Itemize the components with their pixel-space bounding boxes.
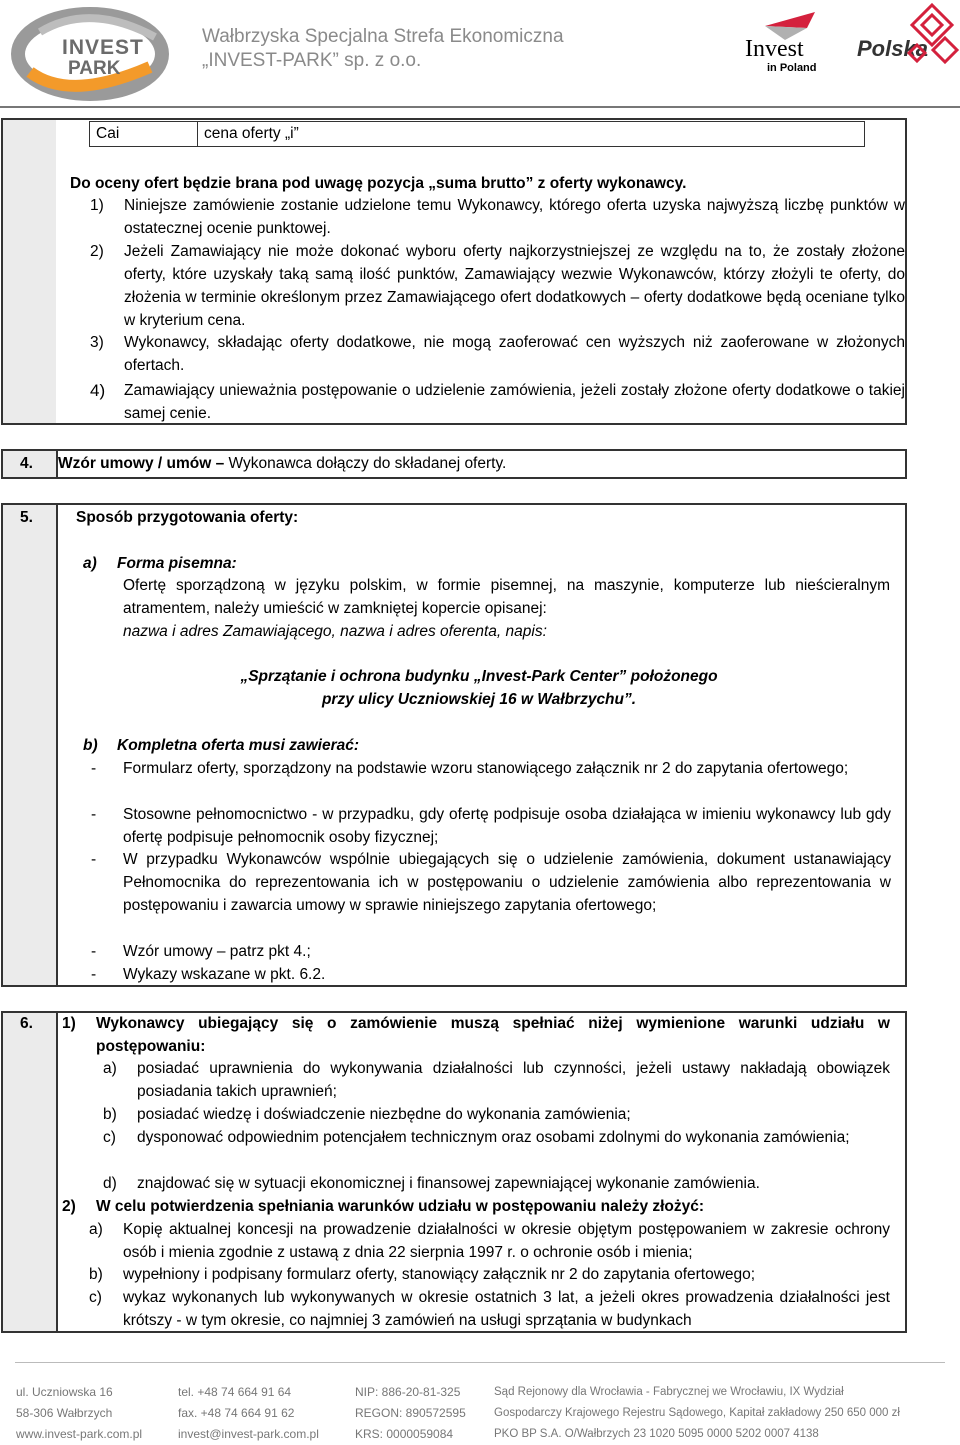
footer-court-bank	[494, 1382, 914, 1445]
invest-park-logo	[10, 2, 175, 102]
sub-a-title: Forma pisemna:	[117, 555, 237, 572]
bullet-dash: -	[91, 943, 97, 960]
footer-registration	[355, 1382, 466, 1445]
table-cell-cai: Cai	[96, 125, 120, 142]
list-item	[91, 757, 891, 803]
footer-divider	[15, 1362, 945, 1363]
company-name-line2: „INVEST-PARK” sp. z o.o.	[202, 50, 422, 71]
logo-text-invest: INVEST	[62, 36, 144, 59]
list-item-text: Kopię aktualnej koncesji na prowadzenie działalności w okresie objętym postępowaniem w zakresie ochrony osób i mienia zgodnie z ustawą z dnia 22 sierpnia 1997 r. o ochronie osób i mienia;	[123, 1221, 890, 1261]
list-item-letter: a)	[103, 1060, 117, 1077]
company-name-line1: Wałbrzyska Specjalna Strefa Ekonomiczna	[202, 26, 564, 47]
list-item	[89, 1286, 890, 1332]
list-item-text: Niniejsze zamówienie zostanie udzielone temu Wykonawcy, którego oferta uzyska najwyższą liczbę punktów w ostatecznej ocenie punktowej.	[124, 197, 905, 237]
section-5-col-divider	[56, 505, 58, 985]
list-item-text: Wzór umowy – patrz pkt 4.;	[123, 943, 311, 960]
sec6-p2-number: 2)	[62, 1198, 76, 1215]
polska-logo-text: Polska	[857, 36, 928, 61]
footer-line: PKO BP S.A. O/Wałbrzych 23 1020 5095 0000 5202 0007 4138	[494, 1428, 819, 1440]
footer-line: ul. Uczniowska 16	[16, 1385, 113, 1399]
footer-website-link[interactable]: www.invest-park.com.pl	[16, 1427, 143, 1441]
sub-b-label: b)	[83, 737, 98, 754]
section-5-number: 5.	[20, 509, 33, 526]
polska-logo-symbol	[905, 0, 960, 75]
bullet-dash: -	[91, 760, 97, 777]
list-item-text: Formularz oferty, sporządzony na podstawie wzoru stanowiącego załącznik nr 2 do zapytania ofertowego;	[123, 760, 849, 777]
section-4-number: 4.	[20, 455, 33, 472]
list-item-text: Stosowne pełnomocnictwo - w przypadku, gdy ofertę podpisuje osoba działająca w imieniu wykonawcy lub gdy ofertę podpisuje pełnomocnik osoby fizycznej;	[123, 806, 891, 846]
list-item	[89, 1263, 890, 1286]
footer-line: KRS: 0000059084	[355, 1427, 454, 1441]
list-item	[91, 848, 891, 940]
envelope-title-line1: „Sprzątanie i ochrona budynku „Invest-Park Center” położonego	[240, 668, 718, 685]
list-item-letter: c)	[103, 1129, 116, 1146]
list-item	[90, 240, 905, 332]
list-item-letter: c)	[89, 1289, 102, 1306]
list-item-letter: b)	[89, 1266, 103, 1283]
section-6-number: 6.	[20, 1015, 33, 1032]
section-6-col-divider	[56, 1013, 58, 1331]
list-item	[103, 1057, 890, 1103]
list-item-text: posiadać uprawnienia do wykonywania działalności lub czynności, jeżeli ustawy nakładają obowiązek posiadania takich uprawnień;	[137, 1060, 890, 1100]
footer-line: Gospodarczy Krajowego Rejestru Sądowego, Kapitał zakładowy 250 650 000 zł	[494, 1407, 900, 1419]
list-item	[91, 803, 891, 849]
footer-line: Sąd Rejonowy dla Wrocławia - Fabrycznej we Wrocławiu, IX Wydział	[494, 1386, 844, 1398]
list-item	[89, 1218, 890, 1264]
footer-line: REGON: 890572595	[355, 1406, 466, 1420]
table-divider	[197, 121, 198, 147]
sec6-p1-title: Wykonawcy ubiegający się o zamówienie muszą spełniać niżej wymienione warunki udziału w postępowaniu:	[96, 1015, 890, 1055]
sub-a-text: Ofertę sporządzoną w języku polskim, w formie pisemnej, na maszynie, komputerze lub nieścieralnym atramentem, należy umieścić w zamkniętej kopercie opisanej:	[123, 577, 890, 617]
list-item-text: Wykonawcy, składając oferty dodatkowe, nie mogą zaoferować cen wyższych niż zaoferowane w złożonych ofertach.	[124, 334, 905, 374]
list-item-text: Zamawiający unieważnia postępowanie o udzielenie zamówienia, jeżeli zostały złożone oferty dodatkowe o takiej samej cenie.	[124, 382, 905, 422]
list-item-letter: b)	[103, 1106, 117, 1123]
in-poland-text: in Poland	[767, 62, 817, 74]
list-item-number: 1)	[90, 197, 104, 214]
section-5-title: Sposób przygotowania oferty:	[76, 509, 299, 526]
footer-email-link[interactable]: invest@invest-park.com.pl	[178, 1427, 319, 1441]
list-item-letter: a)	[89, 1221, 103, 1238]
sub-a-italic: nazwa i adres Zamawiającego, nazwa i adres oferenta, napis:	[123, 623, 547, 640]
footer-line: 58-306 Wałbrzych	[16, 1406, 113, 1420]
list-item	[90, 379, 905, 425]
sec6-p1-number: 1)	[62, 1015, 76, 1032]
list-item-text: posiadać wiedzę i doświadczenie niezbędne do wykonania zamówienia;	[137, 1106, 631, 1123]
sub-a-label: a)	[83, 555, 97, 572]
list-item-number: 2)	[90, 243, 104, 260]
list-item	[103, 1126, 890, 1172]
logo-text-park: PARK	[68, 58, 121, 79]
invest-text: Invest	[745, 36, 804, 62]
list-item-text: wykaz wykonanych lub wykonywanych w okresie ostatnich 3 lat, a jeżeli okres prowadzenia działalności jest krótszy - w tym okresie, co najmniej 3 zamówień na usługi sprzątania w budynkach	[123, 1289, 890, 1329]
list-item	[103, 1103, 890, 1126]
list-item	[103, 1172, 890, 1195]
footer-line: NIP: 886-20-81-325	[355, 1385, 461, 1399]
list-item-letter: d)	[103, 1175, 117, 1192]
list-item-text: wypełniony i podpisany formularz oferty, stanowiący załącznik nr 2 do zapytania ofertowego;	[123, 1266, 756, 1283]
list-item	[91, 963, 891, 986]
footer-line: tel. +48 74 664 91 64	[178, 1385, 292, 1399]
list-item-text: dysponować odpowiednim potencjałem technicznym oraz osobami zdolnymi do wykonania zamówienia;	[137, 1129, 850, 1146]
invest-in-poland-logo	[745, 8, 835, 78]
section-3-sidebar	[3, 120, 56, 423]
bullet-dash: -	[91, 851, 97, 868]
list-item	[90, 331, 905, 377]
footer-line: fax. +48 74 664 91 62	[178, 1406, 295, 1420]
list-item	[90, 194, 905, 240]
section-3-intro: Do oceny ofert będzie brana pod uwagę pozycja „suma brutto” z oferty wykonawcy.	[70, 175, 687, 192]
list-item-text: Wykazy wskazane w pkt. 6.2.	[123, 966, 326, 983]
sub-b-title: Kompletna oferta musi zawierać:	[117, 737, 360, 754]
list-item-text: Jeżeli Zamawiający nie może dokonać wyboru oferty najkorzystniejszej ze względu na to, że zostały złożone oferty, które uzyskały taką samą ilość punktów, Zamawiający wezwie Wykonawców, którzy złożyli te oferty, do złożenia w terminie określonym przez Zamawiającego ofert dodatkowych – oferty dodatkowe będą oceniane tylko w kryterium cena.	[124, 243, 905, 329]
section-4-heading	[58, 452, 506, 475]
footer-address	[16, 1382, 142, 1445]
list-item-number: 4)	[90, 381, 106, 400]
list-item-text: W przypadku Wykonawców wspólnie ubiegających się o udzielenie zamówienia, dokument ustanawiający Pełnomocnika do reprezentowania ich w postępowaniu o udzielenie zamówienia albo reprezentowania w postępowaniu i zawarcia umowy w sprawie niniejszego zapytania ofertowego;	[123, 851, 891, 914]
sec6-p2-title: W celu potwierdzenia spełniania warunków udziału w postępowaniu należy złożyć:	[96, 1198, 705, 1215]
list-item-text: znajdować się w sytuacji ekonomicznej i finansowej zapewniającej wykonanie zamówienia.	[137, 1175, 760, 1192]
section-4-text: Wykonawca dołączy do składanej oferty.	[224, 455, 507, 472]
bullet-dash: -	[91, 966, 97, 983]
section-6-sidebar	[3, 1013, 56, 1331]
section-4-title: Wzór umowy / umów –	[58, 455, 225, 472]
bullet-dash: -	[91, 806, 97, 823]
list-item	[91, 940, 891, 963]
header-divider	[0, 106, 960, 108]
table-cell-cena: cena oferty „i”	[204, 125, 299, 142]
section-5-sidebar	[3, 505, 56, 985]
list-item-number: 3)	[90, 334, 104, 351]
envelope-title-line2: przy ulicy Uczniowskiej 16 w Wałbrzychu”.	[321, 691, 637, 708]
footer-contact	[178, 1382, 319, 1445]
